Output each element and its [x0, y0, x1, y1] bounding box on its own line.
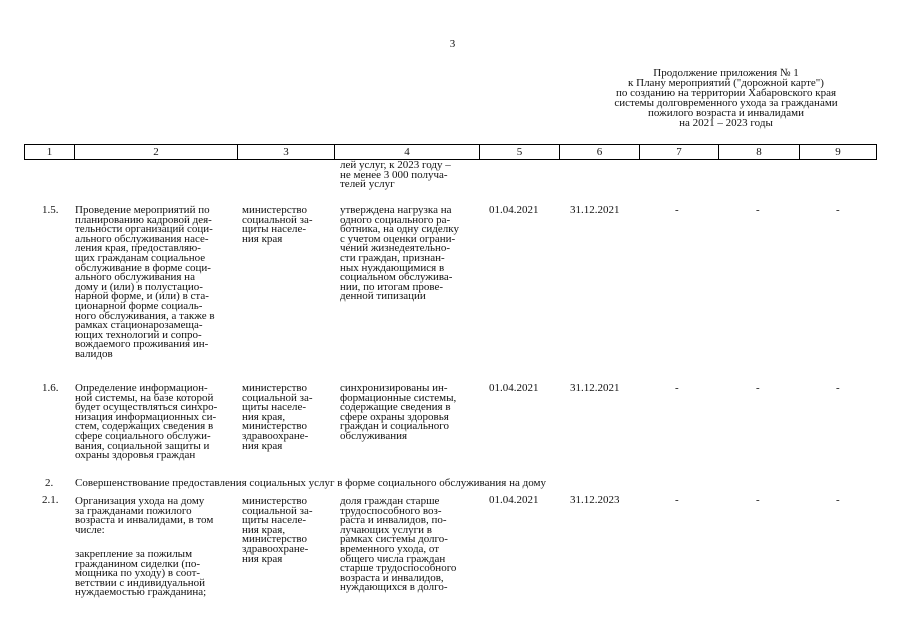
- row-number: 2.1.: [42, 494, 59, 506]
- measure-cell: Определение информацион- ной системы, на базе которой будет осуществляться синхро- низация информационных си- стем, содержащих сведения в сфере социального обслужи- вания, социальной защиты и охраны здоровья граждан: [75, 382, 218, 462]
- executor-cell: министерство социальной за- щиты населе- ния края: [242, 204, 313, 245]
- header-line: системы долговременного ухода за гражданами: [614, 97, 838, 109]
- end-date: 31.12.2023: [570, 494, 620, 506]
- header-line: на 2021 – 2023 годы: [679, 117, 773, 129]
- column-header: 4: [334, 144, 479, 160]
- start-date: 01.04.2021: [489, 494, 539, 506]
- column-header: 5: [479, 144, 559, 160]
- cell-col7: -: [675, 382, 679, 394]
- column-header: 6: [559, 144, 639, 160]
- column-header: 7: [639, 144, 718, 160]
- end-date: 31.12.2021: [570, 204, 620, 216]
- column-header: 1: [24, 144, 74, 160]
- header-line: по созданию на территории Хабаровского края: [615, 87, 837, 99]
- column-header: 3: [237, 144, 334, 160]
- row-number: 1.6.: [42, 382, 59, 394]
- cell-col8: -: [756, 382, 760, 394]
- header-line: Продолжение приложения № 1: [653, 67, 799, 79]
- start-date: 01.04.2021: [489, 382, 539, 394]
- cell-col9: -: [836, 382, 840, 394]
- cell-col9: -: [836, 204, 840, 216]
- continuation-cell: лей услуг, к 2023 году – не менее 3 000 получа- телей услуг: [340, 159, 451, 191]
- result-cell: утверждена нагрузка на одного социального ра- ботника, на одну сиделку с учетом оценки ограни- чений жизнедеятельно- сти граждан, признан- ных нуждающимися в социальном обслужива- нии, по итогам прове- денной типизации: [340, 204, 459, 303]
- executor-cell: министерство социальной за- щиты населе- ния края, министерство здравоохране- ния края: [242, 382, 313, 452]
- cell-col9: -: [836, 494, 840, 506]
- result-cell: доля граждан старше трудоспособного воз- раста и инвалидов, по- лучающих услуги в рамках системы долго- временного ухода, от общего числа граждан старше трудоспособного возраста и инвалидов, нуждающихся в долго-: [340, 495, 457, 594]
- row-number: 1.5.: [42, 204, 59, 216]
- measure-subitem: закрепление за пожилым гражданином сиделки (по- мощника по уходу) в соот- ветствии с индивидуальной нуждаемостью гражданина;: [75, 548, 207, 599]
- section-number: 2.: [45, 477, 54, 489]
- start-date: 01.04.2021: [489, 204, 539, 216]
- cell-col8: -: [756, 204, 760, 216]
- column-header: 9: [799, 144, 877, 160]
- cell-col7: -: [675, 494, 679, 506]
- page-number: 3: [449, 38, 456, 50]
- table-header-row: [24, 144, 877, 160]
- result-cell: синхронизированы ин- формационные системы, содержащие сведения в сфере охраны здоровья граждан и социального обслуживания: [340, 382, 457, 442]
- measure-cell: Проведение мероприятий по планированию кадровой дея- тельности организаций соци- ального обслуживания насе- ления края, предоставляю- щих гражданам социальное обслуживание в форме соци- ального обслуживания на дому и (или) в полустацио- нарной форме, и (или) в ста- ционарной форме социаль- ного обслуживания, а также в рамках стационарозамеща- ющих технологий и сопро- вождаемого проживания ин- валидов: [75, 204, 215, 360]
- appendix-header: [576, 68, 876, 128]
- header-line: к Плану мероприятий ("дорожной карте"): [628, 77, 824, 89]
- section-title: Совершенствование предоставления социальных услуг в форме социального обслуживания на дому: [75, 477, 546, 489]
- end-date: 31.12.2021: [570, 382, 620, 394]
- cell-col7: -: [675, 204, 679, 216]
- column-header: 2: [74, 144, 237, 160]
- header-line: пожилого возраста и инвалидами: [647, 107, 805, 119]
- measure-cell: Организация ухода на дому за гражданами пожилого возраста и инвалидами, в том числе:: [75, 495, 214, 536]
- executor-cell: министерство социальной за- щиты населе- ния края, министерство здравоохране- ния края: [242, 495, 313, 565]
- column-header: 8: [718, 144, 799, 160]
- cell-col8: -: [756, 494, 760, 506]
